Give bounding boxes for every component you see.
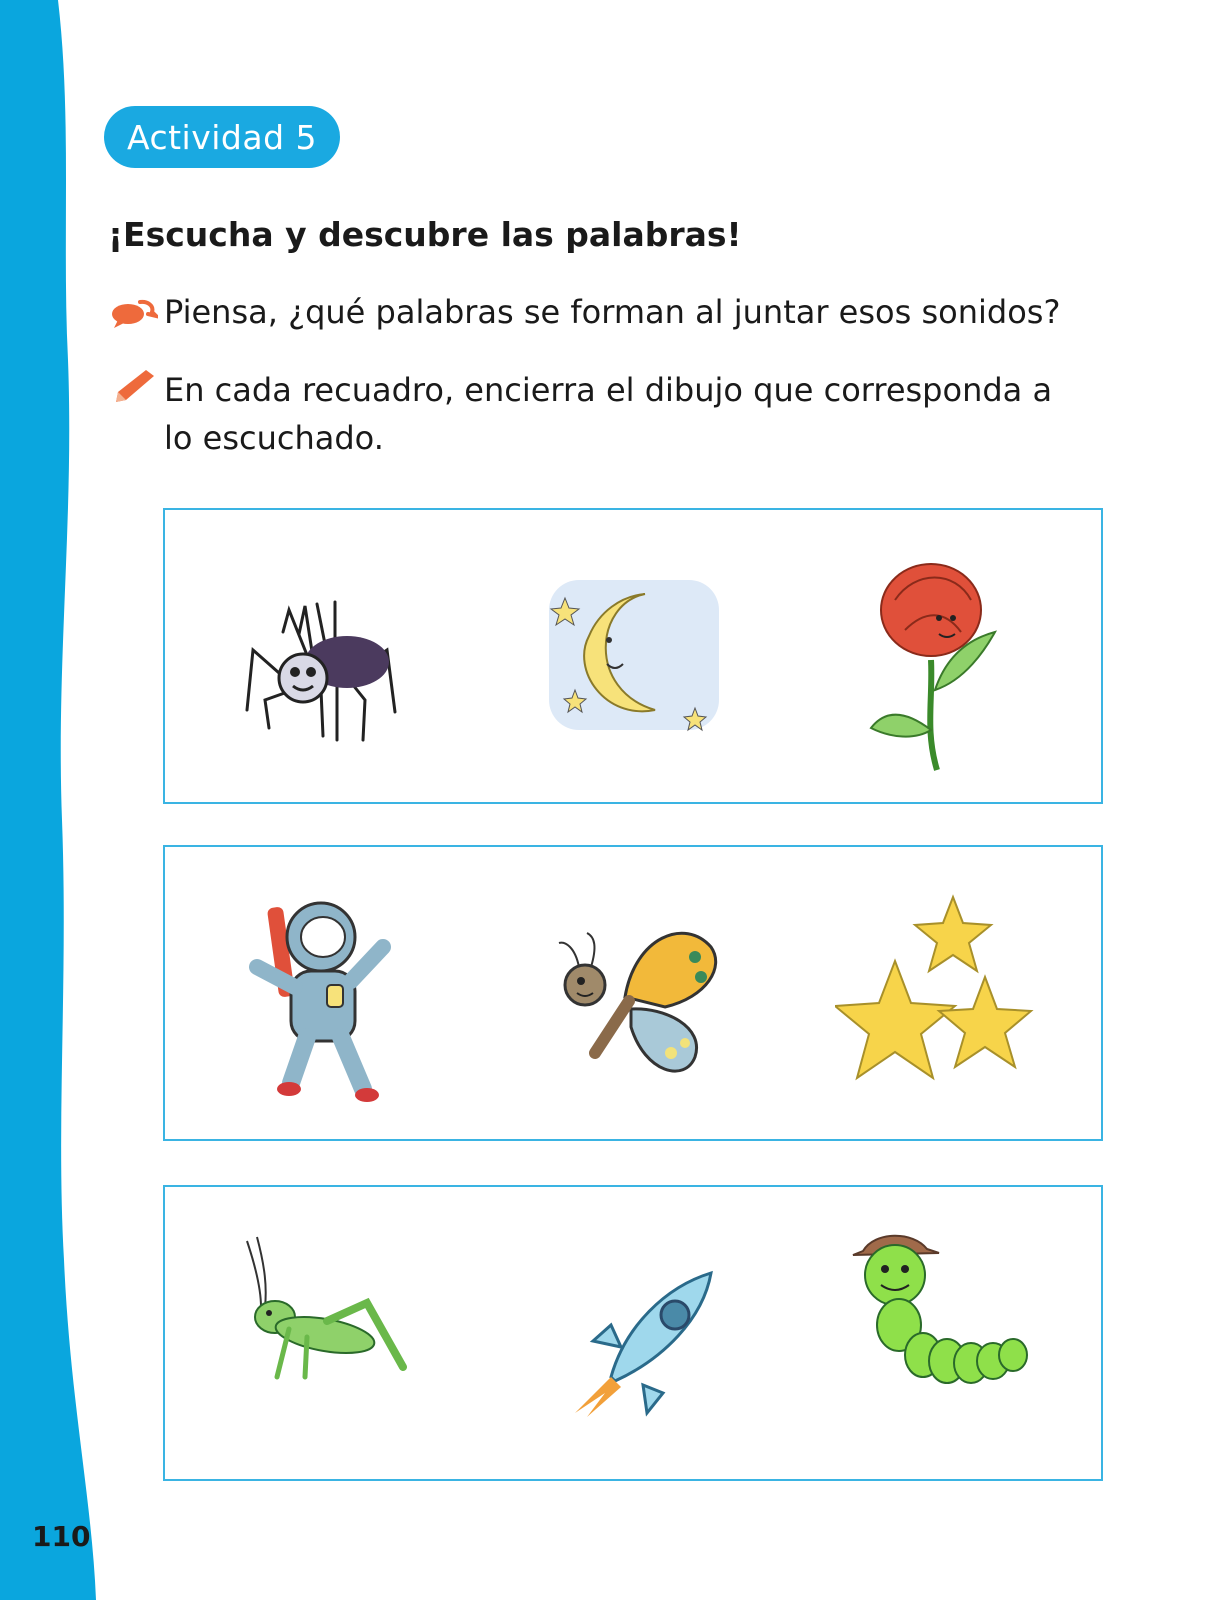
picture-card-3	[163, 1185, 1103, 1481]
side-band	[0, 0, 110, 1600]
activity-title: ¡Escucha y descubre las palabras!	[108, 215, 742, 254]
moon-icon	[535, 540, 735, 776]
rose-picture[interactable]	[835, 540, 1035, 776]
rocket-icon	[535, 1217, 735, 1453]
caterpillar-picture[interactable]	[835, 1217, 1035, 1453]
picture-card-2	[163, 845, 1103, 1141]
spider-icon	[217, 540, 417, 776]
activity-badge: Actividad 5	[104, 106, 340, 168]
grasshopper-icon	[217, 1217, 417, 1453]
moon-picture[interactable]	[535, 540, 735, 776]
speech-bubbles-icon	[108, 298, 158, 328]
pencil-icon	[112, 368, 156, 404]
rocket-picture[interactable]	[535, 1217, 735, 1453]
picture-card-1	[163, 508, 1103, 804]
page-number: 110	[32, 1520, 91, 1553]
butterfly-picture[interactable]	[535, 877, 735, 1113]
instruction-think: Piensa, ¿qué palabras se forman al juntar esos sonidos?	[164, 293, 1061, 331]
astronaut-picture[interactable]	[217, 877, 417, 1113]
stars-icon	[835, 877, 1035, 1113]
caterpillar-icon	[835, 1217, 1035, 1453]
butterfly-icon	[535, 877, 735, 1113]
grasshopper-picture[interactable]	[217, 1217, 417, 1453]
astronaut-icon	[217, 877, 417, 1113]
stars-picture[interactable]	[835, 877, 1035, 1113]
instruction-circle: En cada recuadro, encierra el dibujo que corresponda a lo escuchado.	[164, 371, 1053, 457]
spider-picture[interactable]	[217, 540, 417, 776]
rose-icon	[835, 540, 1035, 776]
